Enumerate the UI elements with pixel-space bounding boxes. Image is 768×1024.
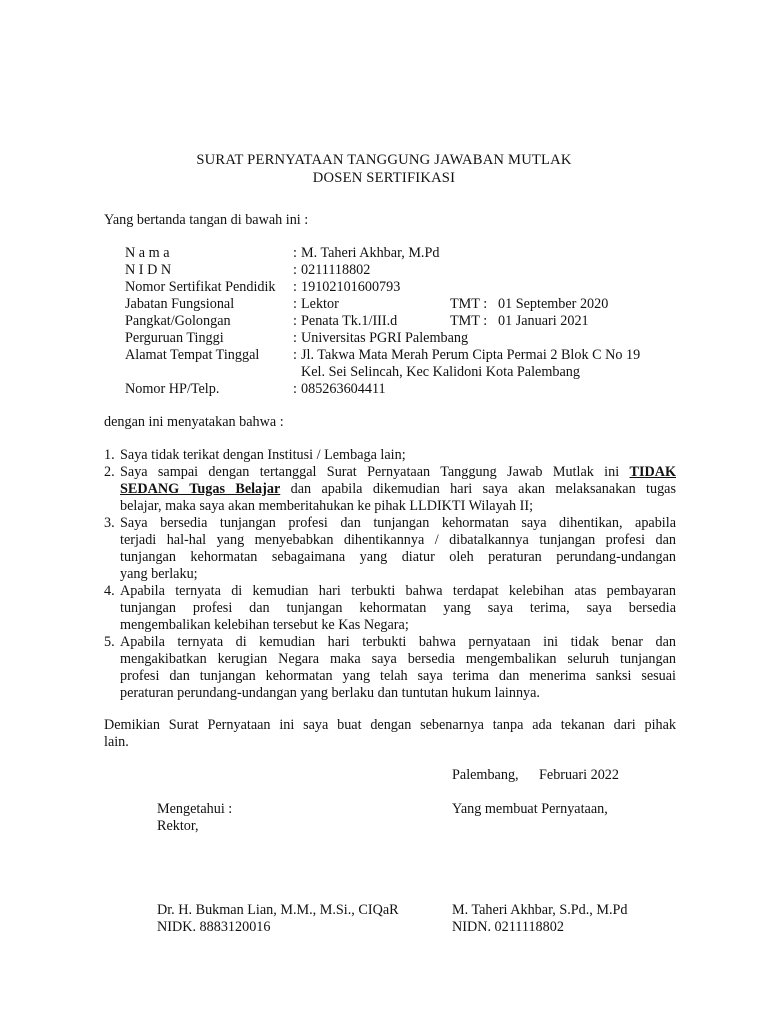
identity-value: M. Taheri Akhbar, M.Pd	[301, 245, 440, 261]
emphasis-text: SEDANG Tugas Belajar	[120, 481, 281, 497]
item-number: 2.	[104, 464, 115, 480]
declarant-id: NIDN. 0211118802	[452, 919, 564, 935]
item-line-text: dan apabila dikemudian hari saya akan melaksanakan tugas	[290, 481, 676, 497]
item-line: yang berlaku;	[120, 566, 198, 582]
identity-colon: :	[293, 296, 297, 312]
item-line: Saya bersedia tunjangan profesi dan tunjangan kehormatan saya dihentikan, apabila	[120, 515, 676, 531]
rector-role: Rektor,	[157, 818, 199, 834]
identity-colon: :	[293, 330, 297, 346]
item-number: 1.	[104, 447, 115, 463]
rector-name: Dr. H. Bukman Lian, M.M., M.Si., CIQaR	[157, 902, 399, 918]
identity-value: 085263604411	[301, 381, 386, 397]
item-line	[120, 481, 676, 498]
rector-id: NIDK. 8883120016	[157, 919, 271, 935]
statement-item-5	[104, 634, 676, 702]
identity-label: Nomor HP/Telp.	[125, 381, 220, 397]
closing-paragraph	[104, 717, 676, 751]
item-line-text: Saya sampai dengan tertanggal Surat Pernyataan Tanggung Jawab Mutlak ini	[120, 464, 620, 480]
identity-colon: :	[293, 347, 297, 363]
identity-colon: :	[293, 381, 297, 397]
identity-label: Alamat Tempat Tinggal	[125, 347, 260, 363]
document-title-line1: SURAT PERNYATAAN TANGGUNG JAWABAN MUTLAK	[196, 152, 572, 168]
identity-value-line2: Kel. Sei Selincah, Kec Kalidoni Kota Palembang	[301, 364, 580, 380]
statement-item-1	[104, 447, 676, 464]
item-number: 5.	[104, 634, 115, 650]
identity-value: 19102101600793	[301, 279, 401, 295]
item-line: tunjangan kehormatan sebagaimana yang diatur oleh peraturan perundang-undangan	[120, 549, 676, 565]
identity-value: Lektor	[301, 296, 339, 312]
intro-text: Yang bertanda tangan di bawah ini :	[104, 212, 309, 228]
item-line	[120, 464, 676, 481]
identity-label: N I D N	[125, 262, 172, 278]
place-text: Palembang,	[452, 767, 519, 783]
statement-item-2	[104, 464, 676, 515]
item-number: 3.	[104, 515, 115, 531]
item-line: Saya tidak terikat dengan Institusi / Lembaga lain;	[120, 447, 406, 463]
tmt-value: 01 Januari 2021	[498, 313, 589, 329]
item-line: profesi dan tunjangan kehormatan yang telah saya terima dan menerima sanksi sesuai	[120, 668, 676, 684]
identity-colon: :	[293, 279, 297, 295]
tmt-label: TMT :	[450, 296, 488, 312]
identity-label: N a m a	[125, 245, 170, 261]
item-line: Apabila ternyata di kemudian hari terbukti bahwa pernyataan ini tidak benar dan	[120, 634, 676, 650]
emphasis-text: TIDAK	[629, 464, 677, 480]
item-number: 4.	[104, 583, 115, 599]
identity-value: Universitas PGRI Palembang	[301, 330, 469, 346]
identity-value: Penata Tk.1/III.d	[301, 313, 398, 329]
identity-value: 0211118802	[301, 262, 371, 278]
statement-intro: dengan ini menyatakan bahwa :	[104, 414, 284, 430]
item-line: mengembalikan kelebihan tersebut ke Kas Negara;	[120, 617, 409, 633]
declarant-role: Yang membuat Pernyataan,	[452, 801, 608, 817]
acknowledged-label: Mengetahui :	[157, 801, 233, 817]
item-line: mengakibatkan kerugian Negara maka saya bersedia mengembalikan seluruh tunjangan	[120, 651, 676, 667]
identity-colon: :	[293, 245, 297, 261]
identity-label: Jabatan Fungsional	[125, 296, 235, 312]
tmt-value: 01 September 2020	[498, 296, 609, 312]
identity-label: Nomor Sertifikat Pendidik	[125, 279, 276, 295]
closing-line: lain.	[104, 734, 129, 750]
identity-value: Jl. Takwa Mata Merah Perum Cipta Permai 2 Blok C No 19	[301, 347, 641, 363]
item-line: tunjangan profesi dan tunjangan kehormatan yang saya terima, saya bersedia	[120, 600, 676, 616]
identity-label: Pangkat/Golongan	[125, 313, 231, 329]
item-line: peraturan perundang-undangan yang berlaku dan tuntutan hukum lainnya.	[120, 685, 540, 701]
item-line: terjadi hal-hal yang menyebabkan dihentikannya / dibatalkannya tunjangan profesi dan	[120, 532, 676, 548]
tmt-label: TMT :	[450, 313, 488, 329]
statement-item-4	[104, 583, 676, 634]
identity-label: Perguruan Tinggi	[125, 330, 224, 346]
item-line: Apabila ternyata di kemudian hari terbukti bahwa terdapat kelebihan atas pembayaran	[120, 583, 676, 599]
declarant-name: M. Taheri Akhbar, S.Pd., M.Pd	[452, 902, 628, 918]
identity-colon: :	[293, 313, 297, 329]
statement-item-3	[104, 515, 676, 583]
identity-colon: :	[293, 262, 297, 278]
closing-line: Demikian Surat Pernyataan ini saya buat dengan sebenarnya tanpa ada tekanan dari pihak	[104, 717, 676, 733]
item-line: belajar, maka saya akan memberitahukan ke pihak LLDIKTI Wilayah II;	[120, 498, 534, 514]
document-title-line2: DOSEN SERTIFIKASI	[312, 170, 456, 186]
date-text: Februari 2022	[539, 767, 619, 783]
